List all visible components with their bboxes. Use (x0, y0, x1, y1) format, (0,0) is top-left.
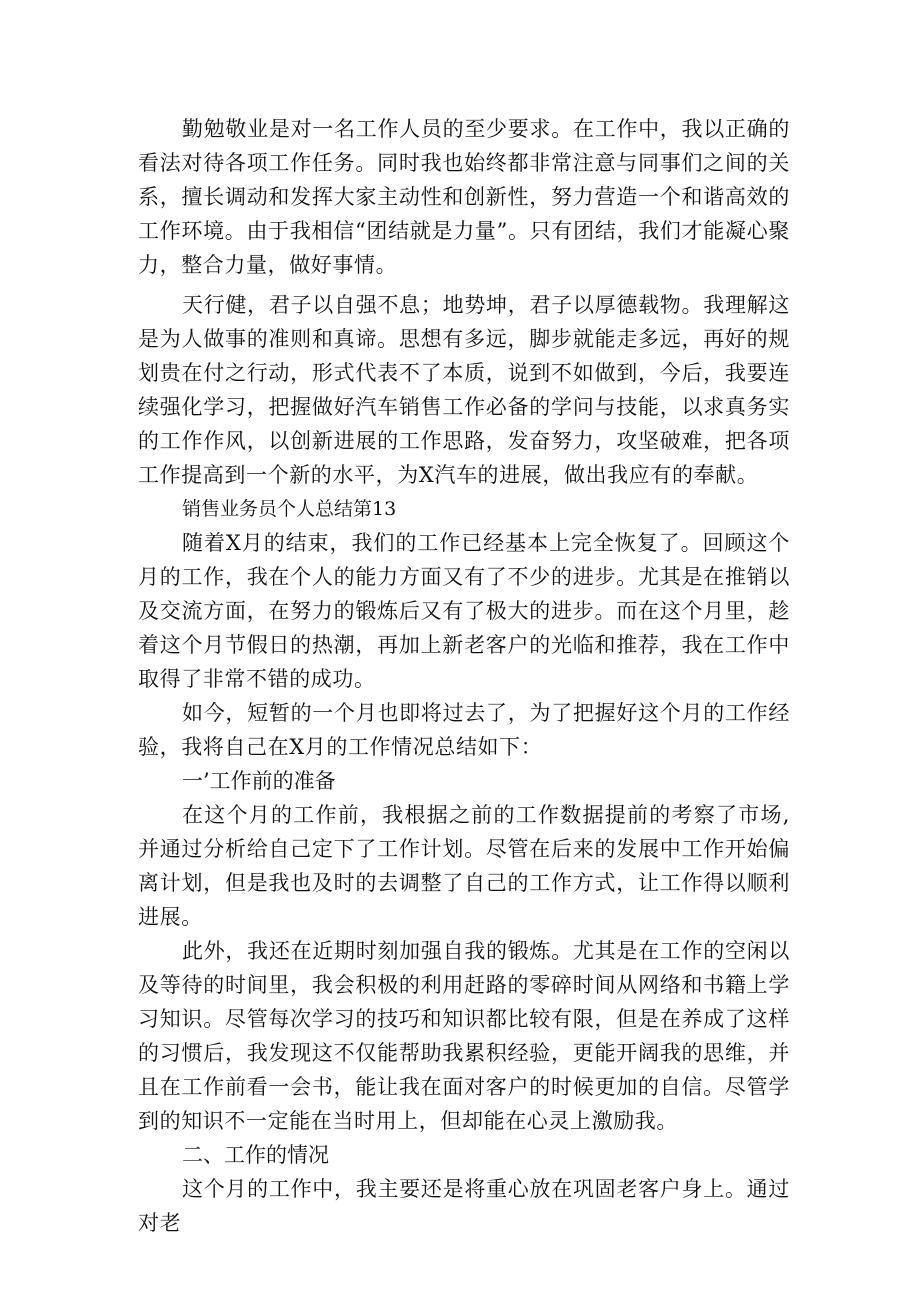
paragraph-month-review: 随着X月的结束，我们的工作已经基本上完全恢复了。回顾这个月的工作，我在个人的能力方面又有了不少的进步。尤其是在推销以及交流方面，在努力的锻炼后又有了极大的进步。而在这个月里，趁着这个月节假日的热潮，再加上新老客户的光临和推荐，我在工作中取得了非常不错的成功。 (138, 531, 790, 691)
document-page (138, 112, 790, 1240)
paragraph-self-improvement: 天行健，君子以自强不息；地势坤，君子以厚德载物。我理解这是为人做事的准则和真谛。思想有多远，脚步就能走多远，再好的规划贵在付之行动，形式代表不了本质，说到不如做到，今后，我要连续强化学习，把握做好汽车销售工作必备的学问与技能，以求真务实的工作作风，以创新进展的工作思路，发奋努力，攻坚破难，把各项工作提高到一个新的水平，为X汽车的进展，做出我应有的奉献。 (138, 293, 790, 487)
paragraph-preparation: 在这个月的工作前，我根据之前的工作数据提前的考察了市场,并通过分析给自己定下了工作计划。尽管在后来的发展中工作开始偏离计划，但是我也及时的去调整了自己的工作方式，让工作得以顺利进展。 (138, 803, 790, 929)
subheading-preparation: 一’工作前的准备 (182, 769, 336, 793)
paragraph-work-situation: 这个月的工作中，我主要还是将重心放在巩固老客户身上。通过对老 (138, 1177, 790, 1235)
section-title: 销售业务员个人总结第13 (182, 498, 397, 520)
paragraph-diligence: 勤勉敬业是对一名工作人员的至少要求。在工作中，我以正确的看法对待各项工作任务。同时我也始终都非常注意与同事们之间的关系，擅长调动和发挥大家主动性和创新性，努力营造一个和谐高效的工作环境。由于我相信“团结就是力量”。只有团结，我们才能凝心聚力，整合力量，做好事情。 (138, 117, 790, 277)
subheading-work-situation: 二、工作的情况 (182, 1143, 329, 1167)
paragraph-self-training: 此外，我还在近期时刻加强自我的锻炼。尤其是在工作的空闲以及等待的时间里，我会积极的利用赶路的零碎时间从网络和书籍上学习知识。尽管每次学习的技巧和知识都比较有限，但是在养成了这样的习惯后，我发现这不仅能帮助我累积经验，更能开阔我的思维，并且在工作前看一会书，能让我在面对客户的时候更加的自信。尽管学到的知识不一定能在当时用上，但却能在心灵上激励我。 (138, 939, 790, 1133)
paragraph-summary-intro: 如今，短暂的一个月也即将过去了，为了把握好这个月的工作经验，我将自己在X月的工作情况总结如下： (138, 701, 790, 759)
